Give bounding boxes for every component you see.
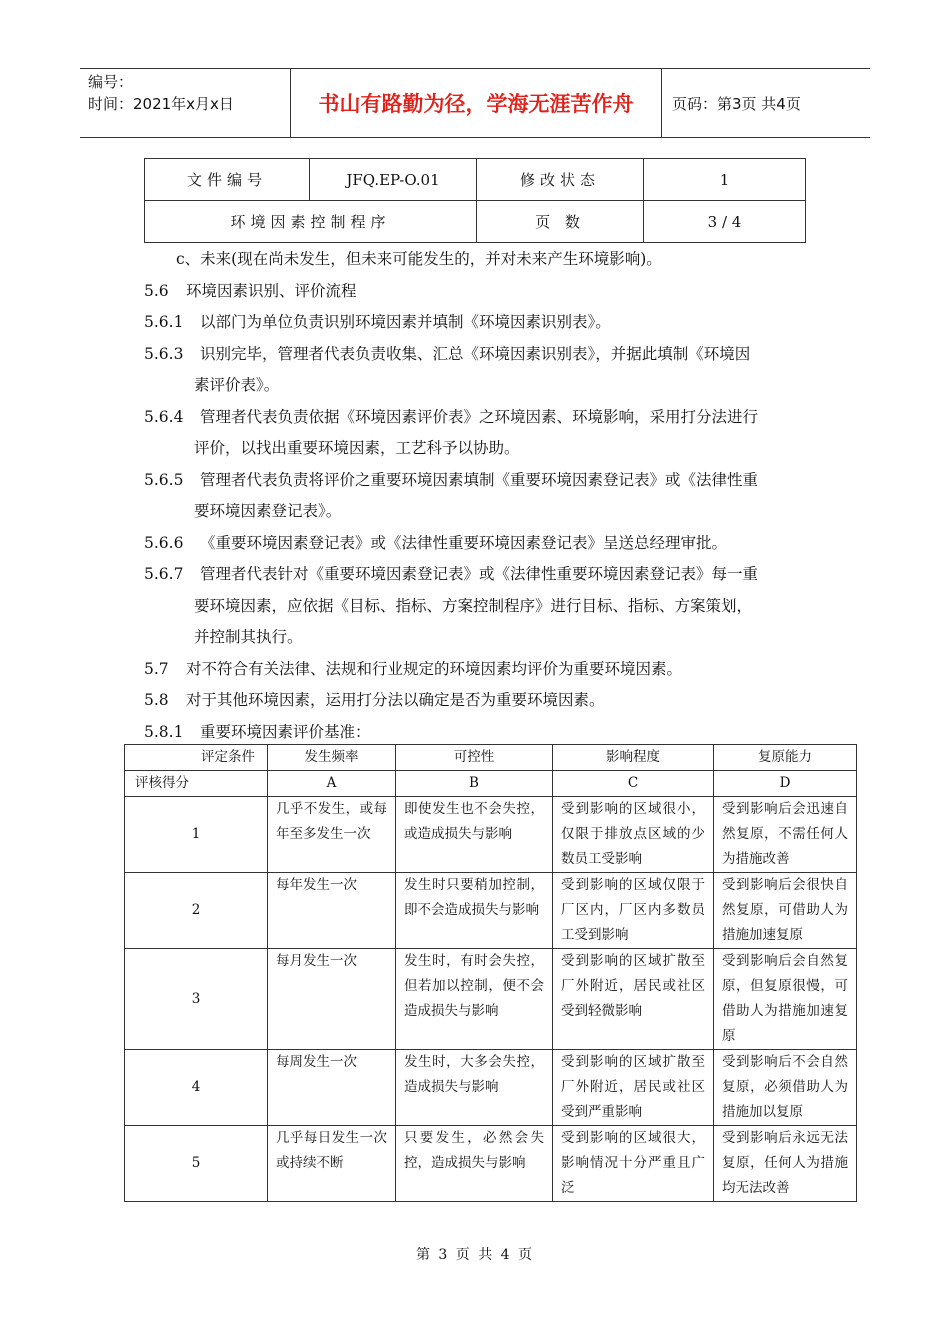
table-row <box>125 1126 857 1202</box>
revision-label: 修改状态 <box>477 159 644 201</box>
score-cell: 5 <box>125 1126 268 1202</box>
corner-bottom: 评核得分 <box>125 771 268 797</box>
table-cell: 受到影响后会迅速自然复原，不需任何人为措施改善 <box>714 797 857 873</box>
paragraph: 5.8.1 重要环境因素评价基准： <box>144 722 371 741</box>
table-cell: 每年发生一次 <box>268 873 396 949</box>
column-code: B <box>396 771 553 797</box>
score-cell: 4 <box>125 1050 268 1126</box>
doc-no-value: JFQ.EP-O.01 <box>310 159 477 201</box>
column-header: 复原能力 <box>714 745 857 771</box>
doc-title: 环境因素控制程序 <box>145 201 477 243</box>
table-row <box>125 873 857 949</box>
table-row <box>125 797 857 873</box>
page-footer: 第 3 页 共 4 页 <box>415 1247 535 1263</box>
table-cell: 受到影响的区域很小，仅限于排放点区域的少数员工受影响 <box>553 797 714 873</box>
column-header: 可控性 <box>396 745 553 771</box>
table-cell: 几乎每日发生一次或持续不断 <box>268 1126 396 1202</box>
table-cell: 即使发生也不会失控，或造成损失与影响 <box>396 797 553 873</box>
table-cell: 每周发生一次 <box>268 1050 396 1126</box>
paragraph: 5.6 环境因素识别、评价流程 <box>144 281 357 300</box>
doc-info-table <box>144 158 806 243</box>
paragraph-continuation: 评价，以找出重要环境因素，工艺科予以协助。 <box>194 439 520 457</box>
column-code: D <box>714 771 857 797</box>
table-cell: 受到影响后会自然复原，但复原很慢，可借助人为措施加速复原 <box>714 949 857 1050</box>
table-cell: 受到影响的区域仅限于厂区内，厂区内多数员工受到影响 <box>553 873 714 949</box>
pages-value: 3 / 4 <box>644 201 806 243</box>
doc-no-label: 文件编号 <box>145 159 310 201</box>
table-cell: 每月发生一次 <box>268 949 396 1050</box>
header-motto: 书山有路勤为径，学海无涯苦作舟 <box>291 69 662 137</box>
table-cell: 受到影响的区域扩散至厂外附近，居民或社区受到严重影响 <box>553 1050 714 1126</box>
page-header <box>80 68 870 138</box>
corner-top: 评定条件 <box>125 745 268 771</box>
pages-label: 页 数 <box>477 201 644 243</box>
paragraph-continuation: 并控制其执行。 <box>194 628 303 646</box>
table-cell: 只要发生，必然会失控，造成损失与影响 <box>396 1126 553 1202</box>
paragraph: 5.8 对于其他环境因素，运用打分法以确定是否为重要环境因素。 <box>144 691 605 709</box>
body-text <box>144 244 814 748</box>
paragraph: 5.6.5 管理者代表负责将评价之重要环境因素填制《重要环境因素登记表》或《法律性重 <box>144 470 759 489</box>
revision-value: 1 <box>644 159 806 201</box>
table-cell: 受到影响后永远无法复原，任何人为措施均无法改善 <box>714 1126 857 1202</box>
table-row <box>125 1050 857 1126</box>
paragraph: c、未来(现在尚未发生，但未来可能发生的，并对未来产生环境影响)。 <box>176 250 662 268</box>
paragraph: 5.6.1 以部门为单位负责识别环境因素并填制《环境因素识别表》。 <box>144 313 611 331</box>
paragraph: 5.6.6 《重要环境因素登记表》或《法律性重要环境因素登记表》呈送总经理审批。 <box>144 533 728 552</box>
table-cell: 受到影响的区域扩散至厂外附近，居民或社区受到轻微影响 <box>553 949 714 1050</box>
column-code: C <box>553 771 714 797</box>
table-cell: 受到影响后会很快自然复原，可借助人为措施加速复原 <box>714 873 857 949</box>
paragraph: 5.7 对不符合有关法律、法规和行业规定的环境因素均评价为重要环境因素。 <box>144 659 683 678</box>
table-cell: 几乎不发生，或每年至多发生一次 <box>268 797 396 873</box>
paragraph: 5.6.7 管理者代表针对《重要环境因素登记表》或《法律性重要环境因素登记表》每一重 <box>144 565 759 583</box>
paragraph-continuation: 素评价表》。 <box>194 376 280 394</box>
header-meta <box>80 69 291 137</box>
paragraph-continuation: 要环境因素登记表》。 <box>194 502 342 520</box>
header-page-label: 页码：第3页 共4页 <box>672 94 801 113</box>
score-cell: 2 <box>125 873 268 949</box>
score-cell: 1 <box>125 797 268 873</box>
table-cell: 受到影响后不会自然复原，必须借助人为措施加以复原 <box>714 1050 857 1126</box>
number-label: 编号： <box>88 73 134 91</box>
paragraph-continuation: 要环境因素，应依据《目标、指标、方案控制程序》进行目标、指标、方案策划， <box>194 596 753 615</box>
column-code: A <box>268 771 396 797</box>
time-label: 时间：2021年x月x日 <box>88 95 234 113</box>
score-cell: 3 <box>125 949 268 1050</box>
table-cell: 受到影响的区域很大，影响情况十分严重且广泛 <box>553 1126 714 1202</box>
table-cell: 发生时只要稍加控制，即不会造成损失与影响 <box>396 873 553 949</box>
table-row <box>125 949 857 1050</box>
paragraph: 5.6.4 管理者代表负责依据《环境因素评价表》之环境因素、环境影响，采用打分法进行 <box>144 407 759 426</box>
column-header: 发生频率 <box>268 745 396 771</box>
criteria-table <box>124 744 857 1202</box>
table-cell: 发生时，有时会失控，但若加以控制，便不会造成损失与影响 <box>396 949 553 1050</box>
paragraph: 5.6.3 识别完毕，管理者代表负责收集、汇总《环境因素识别表》，并据此填制《环境因 <box>144 344 751 363</box>
table-cell: 发生时，大多会失控，造成损失与影响 <box>396 1050 553 1126</box>
column-header: 影响程度 <box>553 745 714 771</box>
